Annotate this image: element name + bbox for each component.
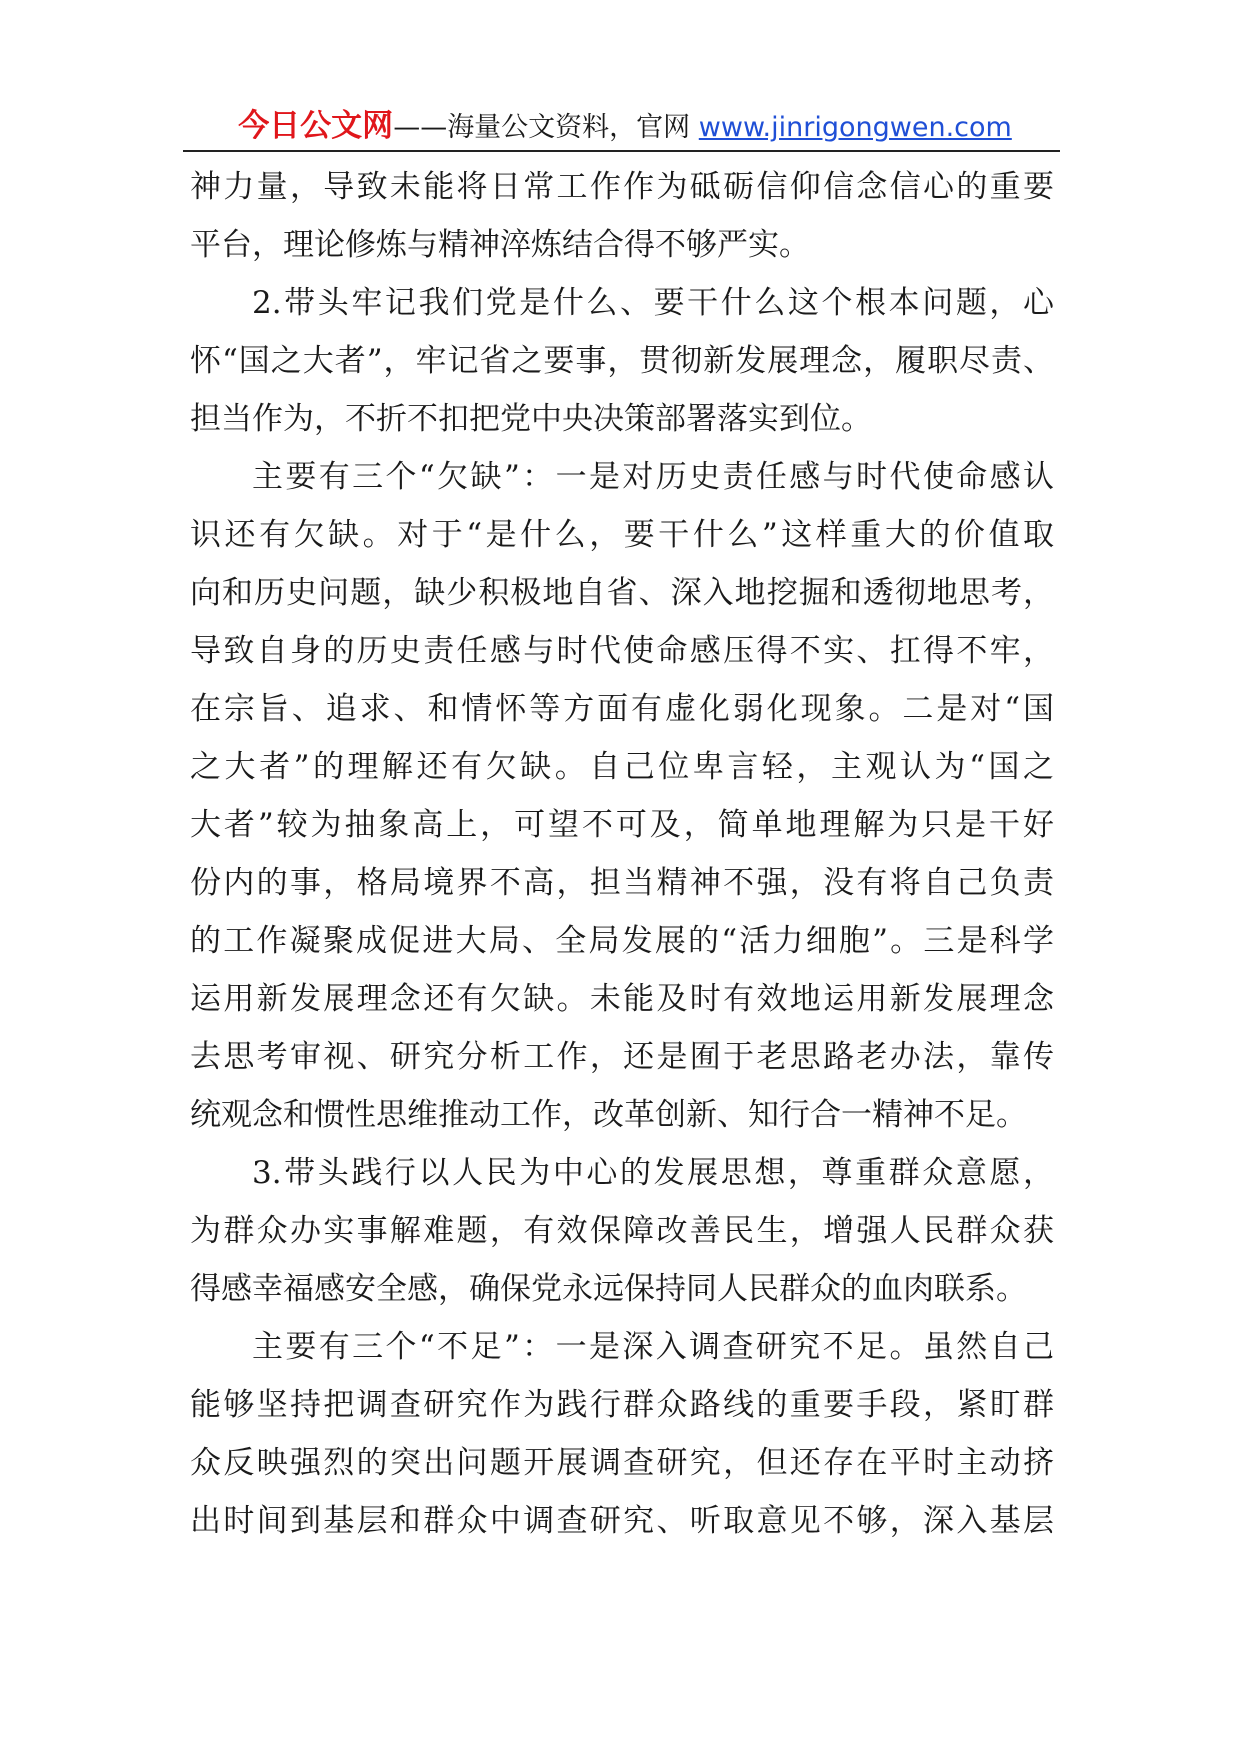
text-line: 在宗旨、追求、和情怀等方面有虚化弱化现象。二是对“国 (190, 691, 1054, 727)
text-line: 平台，理论修炼与精神淬炼结合得不够严实。 (190, 227, 810, 263)
text-line: 能够坚持把调查研究作为践行群众路线的重要手段，紧盯群 (190, 1387, 1054, 1423)
text-line: 去思考审视、研究分析工作，还是囿于老思路老办法，靠传 (190, 1039, 1054, 1075)
site-url-link[interactable]: www.jinrigongwen.com (698, 112, 1012, 143)
text-line: 众反映强烈的突出问题开展调查研究，但还存在平时主动挤 (190, 1445, 1054, 1481)
text-line: 出时间到基层和群众中调查研究、听取意见不够，深入基层 (190, 1503, 1054, 1539)
document-body (190, 158, 1054, 1550)
paragraph-shortcomings-2 (190, 1318, 1054, 1550)
text-line: 的工作凝聚成促进大局、全局发展的“活力细胞”。三是科学 (190, 923, 1054, 959)
text-line: 怀“国之大者”，牢记省之要事，贯彻新发展理念，履职尽责、 (190, 343, 1054, 379)
text-line: 2.带头牢记我们党是什么、要干什么这个根本问题，心 (252, 285, 1054, 321)
paragraph-continuation (190, 158, 1054, 274)
text-line: 之大者”的理解还有欠缺。自己位卑言轻，主观认为“国之 (190, 749, 1054, 785)
site-brand: 今日公文网 (238, 108, 394, 144)
header-tagline: ——海量公文资料，官网 (393, 112, 699, 143)
paragraph-item-3 (190, 1144, 1054, 1318)
header-divider (183, 150, 1060, 152)
text-line: 主要有三个“不足”：一是深入调查研究不足。虽然自己 (252, 1329, 1054, 1365)
text-line: 运用新发展理念还有欠缺。未能及时有效地运用新发展理念 (190, 981, 1054, 1017)
paragraph-shortcomings-1 (190, 448, 1054, 1144)
text-line: 向和历史问题，缺少积极地自省、深入地挖掘和透彻地思考， (190, 575, 1054, 611)
text-line: 3.带头践行以人民为中心的发展思想，尊重群众意愿， (252, 1155, 1054, 1191)
text-line: 大者”较为抽象高上，可望不可及，简单地理解为只是干好 (190, 807, 1054, 843)
text-line: 导致自身的历史责任感与时代使命感压得不实、扛得不牢， (190, 633, 1054, 669)
text-line: 统观念和惯性思维推动工作，改革创新、知行合一精神不足。 (190, 1097, 1027, 1133)
paragraph-item-2 (190, 274, 1054, 448)
text-line: 得感幸福感安全感，确保党永远保持同人民群众的血肉联系。 (190, 1271, 1027, 1307)
text-line: 神力量，导致未能将日常工作作为砥砺信仰信念信心的重要 (190, 169, 1054, 205)
text-line: 识还有欠缺。对于“是什么，要干什么”这样重大的价值取 (190, 517, 1054, 553)
page-header (190, 104, 1060, 150)
text-line: 份内的事，格局境界不高，担当精神不强，没有将自己负责 (190, 865, 1054, 901)
text-line: 主要有三个“欠缺”：一是对历史责任感与时代使命感认 (252, 459, 1054, 495)
text-line: 担当作为，不折不扣把党中央决策部署落实到位。 (190, 401, 872, 437)
text-line: 为群众办实事解难题，有效保障改善民生，增强人民群众获 (190, 1213, 1054, 1249)
